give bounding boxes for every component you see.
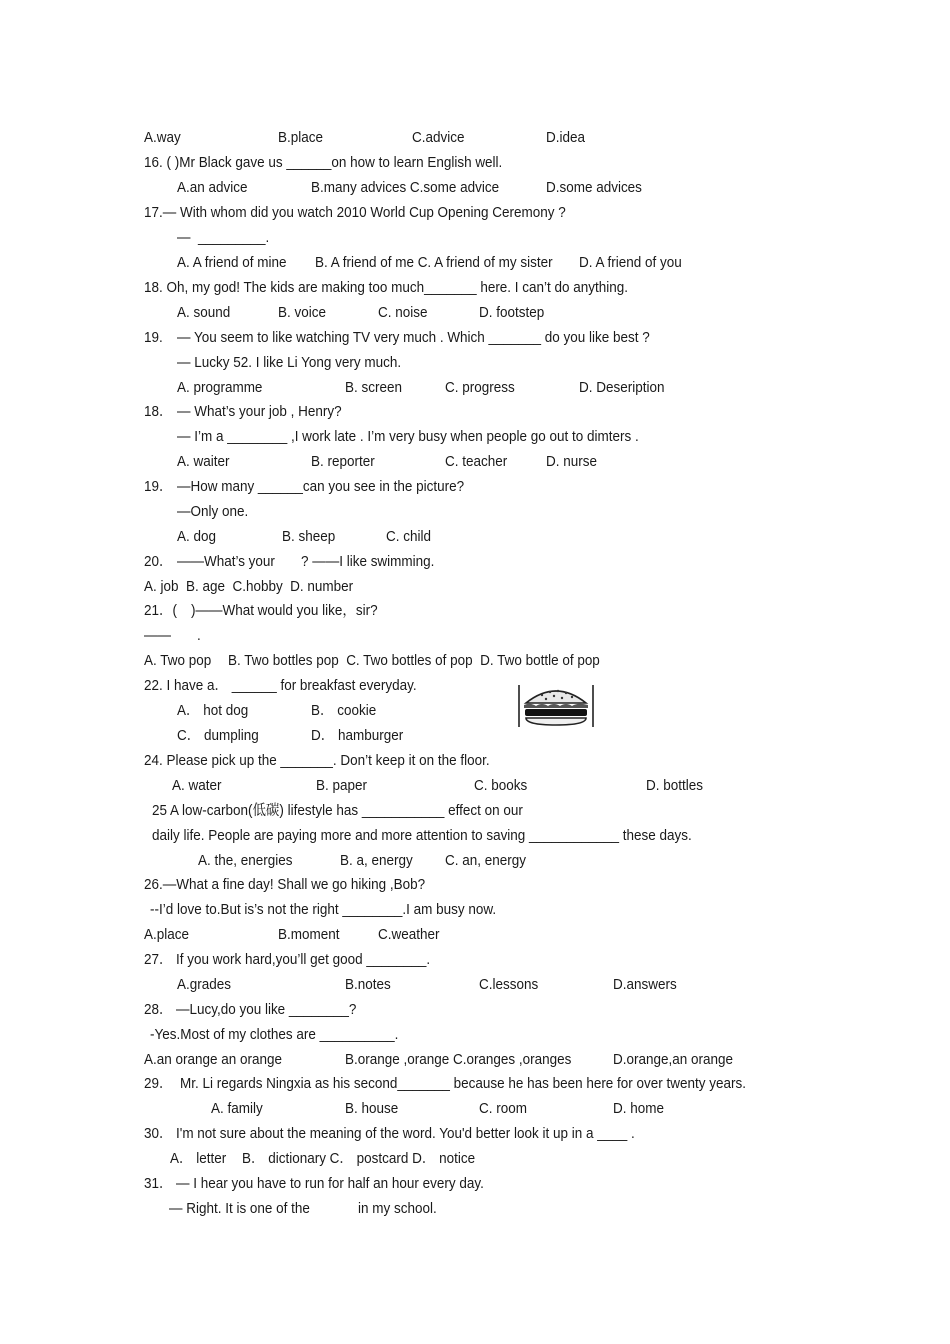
q18b-stem: — What’s your job , Henry? xyxy=(177,404,342,420)
q28-option-d: D.orange,an orange xyxy=(613,1052,733,1068)
q29-option-b: B. house xyxy=(345,1101,399,1117)
q18a-option-d: D. footstep xyxy=(479,305,545,321)
q30-options-rest: B． dictionary C． postcard D． notice xyxy=(242,1151,476,1167)
q18b-option-d: D. nurse xyxy=(546,454,597,470)
q15-option-a: A.way xyxy=(144,130,181,146)
q19b-reply: —Only one. xyxy=(177,504,249,520)
q30-stem: I'm not sure about the meaning of the word. You'd better look it up in a ____ . xyxy=(176,1126,635,1142)
q24-option-c: C. books xyxy=(474,778,528,794)
q17-option-d: D. A friend of you xyxy=(579,255,682,271)
q26-option-a: A.place xyxy=(144,927,189,943)
q27-option-b: B.notes xyxy=(345,977,391,993)
q28-option-a: A.an orange an orange xyxy=(144,1052,282,1068)
q28-stem: —Lucy,do you like ________? xyxy=(176,1002,357,1018)
q20-stem: ——What’s your xyxy=(177,554,275,570)
q19a-reply: — Lucky 52. I like Li Yong very much. xyxy=(177,355,402,371)
q25-stem-line1: 25 A low-carbon(低碳) lifestyle has ___________ effect on our xyxy=(152,803,523,819)
q18b-number: 18． xyxy=(144,404,173,420)
q24-stem: 24. Please pick up the _______. Don’t keep it on the floor. xyxy=(144,753,490,769)
q17-stem: 17.— With whom did you watch 2010 World Cup Opening Ceremony ? xyxy=(144,205,566,221)
q25-option-c: C. an, energy xyxy=(445,853,526,869)
q19a-option-a: A. programme xyxy=(177,380,263,396)
q21-stem: )——What would you like，sir? xyxy=(191,603,378,619)
q21-option-a: A. Two pop xyxy=(144,653,212,669)
q19b-stem: —How many ______can you see in the picture? xyxy=(177,479,465,495)
q21-option-bcd: B. Two bottles pop C. Two bottles of pop D. Two bottle of pop xyxy=(228,653,600,669)
q25-stem-line2: daily life. People are paying more and more attention to saving ____________ these days. xyxy=(152,828,692,844)
q26-stem: 26.—What a fine day! Shall we go hiking ,Bob? xyxy=(144,877,426,893)
q19b-option-c: C. child xyxy=(386,529,431,545)
q17-option-a: A. A friend of mine xyxy=(177,255,287,271)
q19b-option-b: B. sheep xyxy=(282,529,336,545)
q25-option-a: A. the, energies xyxy=(198,853,293,869)
q25-option-b: B. a, energy xyxy=(340,853,413,869)
q18b-option-b: B. reporter xyxy=(311,454,375,470)
q26-option-c: C.weather xyxy=(378,927,440,943)
q17-option-bc: B. A friend of me C. A friend of my sister xyxy=(315,255,553,271)
q29-number: 29． xyxy=(144,1076,173,1092)
q30-number: 30． xyxy=(144,1126,173,1142)
q29-option-d: D. home xyxy=(613,1101,664,1117)
q22-option-b: B． cookie xyxy=(311,703,377,719)
bun-bottom xyxy=(526,718,586,725)
q30-options: A． letter xyxy=(170,1151,227,1167)
q26-option-b: B.moment xyxy=(278,927,340,943)
patty-layer xyxy=(525,709,587,716)
q19a-number: 19. xyxy=(144,330,163,346)
q19b-number: 19． xyxy=(144,479,173,495)
q28-option-bc: B.orange ,orange C.oranges ,oranges xyxy=(345,1052,572,1068)
q18b-option-c: C. teacher xyxy=(445,454,508,470)
q28-reply: -Yes.Most of my clothes are __________. xyxy=(150,1027,399,1043)
q31-number: 31． xyxy=(144,1176,173,1192)
q22-option-a: A． hot dog xyxy=(177,703,249,719)
q20-number: 20． xyxy=(144,554,173,570)
q24-option-a: A. water xyxy=(172,778,222,794)
q18a-stem: 18. Oh, my god! The kids are making too much_______ here. I can’t do anything. xyxy=(144,280,629,296)
q29-option-c: C. room xyxy=(479,1101,527,1117)
q27-option-a: A.grades xyxy=(177,977,231,993)
q21-reply-period: . xyxy=(197,628,201,644)
q27-option-d: D.answers xyxy=(613,977,677,993)
q26-reply: --I’d love to.But is’s not the right ________.I am busy now. xyxy=(150,902,497,918)
q22-option-c: C． dumpling xyxy=(177,728,259,744)
q15-option-d: D.idea xyxy=(546,130,585,146)
q19a-option-b: B. screen xyxy=(345,380,402,396)
q22-stem: 22. I have a． ______ for breakfast everyday. xyxy=(144,678,417,694)
q19a-option-c: C. progress xyxy=(445,380,515,396)
q16-option-a: A.an advice xyxy=(177,180,248,196)
q22-option-d: D． hamburger xyxy=(311,728,404,744)
q31-reply: — Right. It is one of the xyxy=(169,1201,310,1217)
q19a-stem: — You seem to like watching TV very much . Which _______ do you like best ? xyxy=(177,330,650,346)
q29-option-a: A. family xyxy=(211,1101,263,1117)
q18a-option-a: A. sound xyxy=(177,305,231,321)
q18a-option-c: C. noise xyxy=(378,305,428,321)
q19b-option-a: A. dog xyxy=(177,529,216,545)
q31-reply-end: in my school. xyxy=(358,1201,437,1217)
q27-number: 27． xyxy=(144,952,173,968)
q28-number: 28． xyxy=(144,1002,173,1018)
q16-option-bc: B.many advices C.some advice xyxy=(311,180,500,196)
q15-option-c: C.advice xyxy=(412,130,465,146)
hamburger-picture xyxy=(516,683,596,729)
q24-option-b: B. paper xyxy=(316,778,367,794)
q31-stem: — I hear you have to run for half an hour every day. xyxy=(176,1176,484,1192)
lettuce-layer xyxy=(524,704,588,708)
q15-option-b: B.place xyxy=(278,130,323,146)
q18a-option-b: B. voice xyxy=(278,305,326,321)
q24-option-d: D. bottles xyxy=(646,778,703,794)
q16-option-d: D.some advices xyxy=(546,180,642,196)
q18b-option-a: A. waiter xyxy=(177,454,230,470)
q19a-option-d: D. Deseription xyxy=(579,380,665,396)
q21-number: 21．( xyxy=(144,603,177,619)
q20-options: A. job B. age C.hobby D. number xyxy=(144,579,354,595)
bun-top xyxy=(526,691,586,703)
q27-option-c: C.lessons xyxy=(479,977,539,993)
q16-stem: 16. ( )Mr Black gave us ______on how to learn English well. xyxy=(144,155,503,171)
q17-answer-line: — _________. xyxy=(177,230,270,246)
q18b-reply: — I’m a ________ ,I work late . I’m very busy when people go out to dimters . xyxy=(177,429,639,445)
q21-reply-dash: —— xyxy=(144,628,171,644)
q27-stem: If you work hard,you’ll get good ________. xyxy=(176,952,431,968)
q20-reply: ? ——I like swimming. xyxy=(301,554,435,570)
q29-stem: Mr. Li regards Ningxia as his second_______ because he has been here for over twenty years. xyxy=(180,1076,746,1092)
